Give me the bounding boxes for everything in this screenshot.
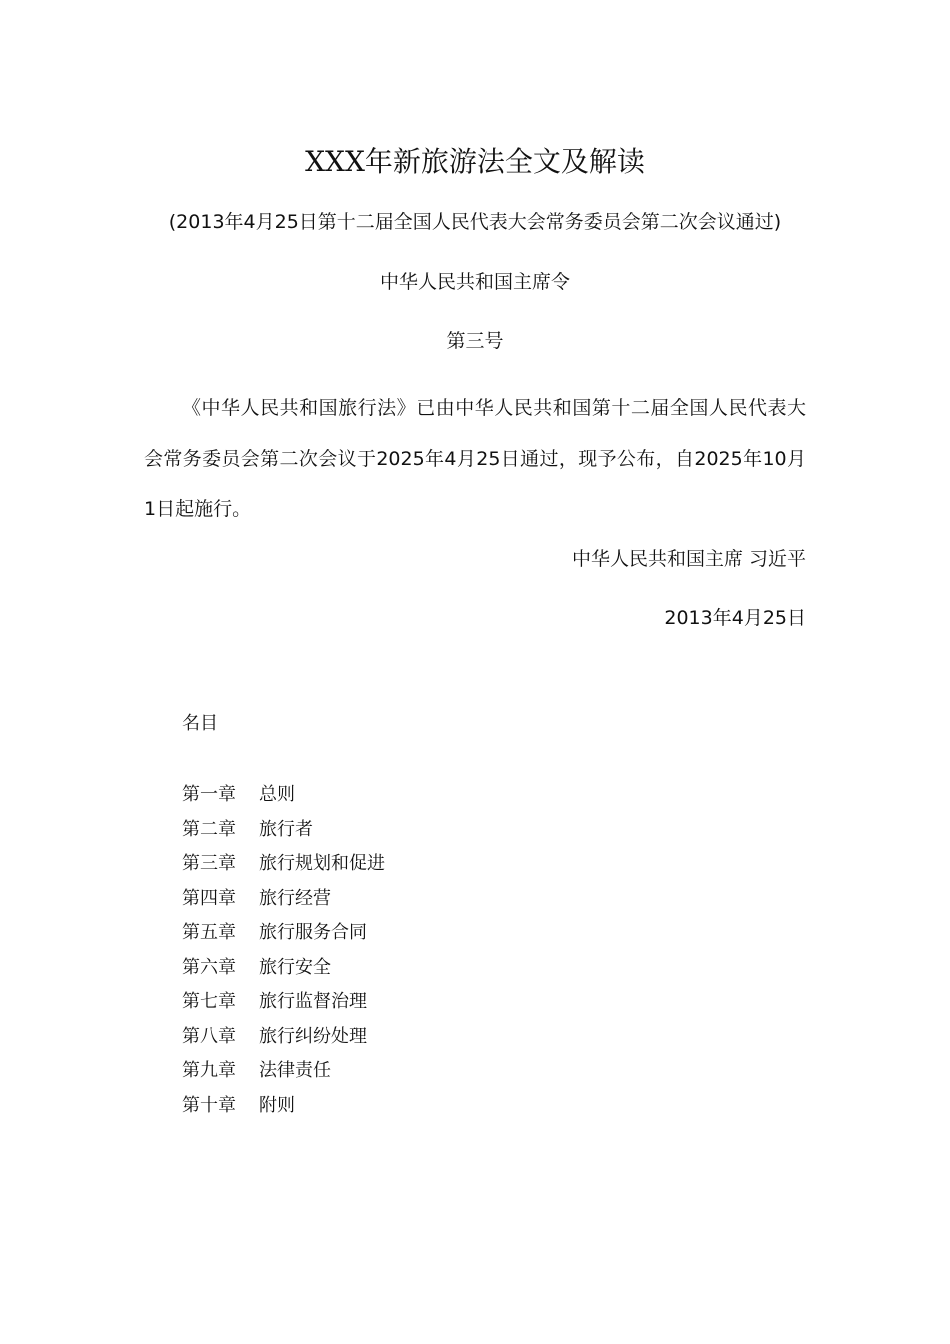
signer: 中华人民共和国主席 习近平 — [571, 548, 806, 570]
toc-item — [182, 983, 385, 1018]
toc-chapter-number: 第九章 — [182, 1060, 236, 1082]
toc-item — [182, 914, 385, 949]
toc-chapter-number: 第三章 — [182, 853, 236, 875]
toc-item — [182, 1087, 385, 1122]
toc-chapter-number: 第四章 — [182, 887, 236, 909]
table-of-contents — [182, 776, 385, 1121]
order-number: 第三号 — [446, 330, 504, 352]
toc-item — [182, 1018, 385, 1053]
toc-chapter-name: 旅行服务合同 — [259, 922, 367, 944]
toc-chapter-name: 附则 — [259, 1094, 295, 1116]
toc-item — [182, 776, 385, 811]
toc-chapter-name: 法律责任 — [259, 1060, 331, 1082]
order-heading: 中华人民共和国主席令 — [379, 271, 570, 293]
toc-chapter-name: 旅行者 — [259, 818, 313, 840]
toc-chapter-name: 旅行规划和促进 — [259, 853, 385, 875]
toc-chapter-number: 第二章 — [182, 818, 236, 840]
toc-chapter-number: 第七章 — [182, 991, 236, 1013]
toc-item — [182, 845, 385, 880]
toc-item — [182, 949, 385, 984]
toc-chapter-number: 第八章 — [182, 1025, 236, 1047]
toc-item — [182, 880, 385, 915]
toc-chapter-name: 旅行经营 — [259, 887, 331, 909]
toc-heading: 名目 — [182, 713, 218, 734]
toc-item — [182, 811, 385, 846]
body-paragraph: 《中华人民共和国旅行法》已由中华人民共和国第十二届全国人民代表大会常务委员会第二次会议于2025年4月25日通过，现予公布，自2025年10月1日起施行。 — [144, 397, 806, 520]
toc-chapter-number: 第六章 — [182, 956, 236, 978]
document-title: XXX年新旅游法全文及解读 — [305, 145, 645, 178]
toc-chapter-name: 总则 — [259, 784, 295, 806]
document-subtitle: (2013年4月25日第十二届全国人民代表大会常务委员会第二次会议通过) — [168, 211, 782, 233]
toc-chapter-name: 旅行纠纷处理 — [259, 1025, 367, 1047]
toc-chapter-number: 第十章 — [182, 1094, 236, 1116]
issue-date: 2013年4月25日 — [664, 607, 806, 629]
toc-item — [182, 1052, 385, 1087]
toc-chapter-name: 旅行监督治理 — [259, 991, 367, 1013]
toc-chapter-name: 旅行安全 — [259, 956, 331, 978]
toc-chapter-number: 第五章 — [182, 922, 236, 944]
toc-chapter-number: 第一章 — [182, 784, 236, 806]
